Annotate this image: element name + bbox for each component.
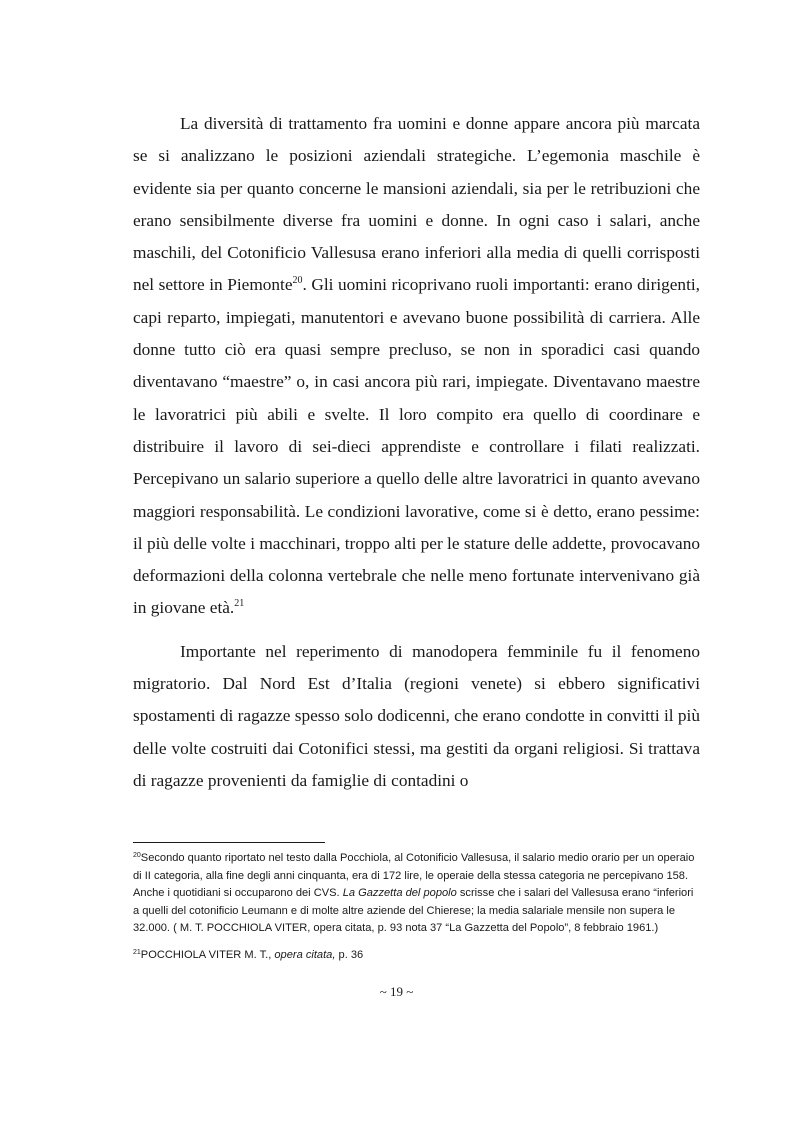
footnote-text: POCCHIOLA VITER M. T.,	[140, 948, 275, 961]
footnote-text: p. 36	[335, 948, 364, 961]
footnote	[133, 850, 700, 938]
paragraph-text: La diversità di trattamento fra uomini e donne appare ancora più marcata se si analizzano le posizioni aziendali strategiche. L’egemonia maschile è evidente sia per quanto concerne le mansioni aziendali, sia per le retribuzioni che erano sensibilmente diverse fra uomini e donne. In ogni caso i salari, anche maschili, del Cotonificio Vallesusa erano inferiori alla media di quelli corrisposti nel settore in Piemonte	[133, 114, 700, 295]
footnote-text: Secondo quanto riportato nel testo dalla Pocchiola, al Cotonificio Vallesusa, il salario medio orario per un operaio di II categoria, alla fine degli anni cinquanta, era di 172 lire, le operaie della stessa categoria ne percepivano 158. Anche i quotidiani si occuparono dei CVS.	[133, 852, 695, 899]
footnote-separator	[133, 842, 325, 843]
footnote-text: scrisse che i salari del Vallesusa erano “inferiori a quelli del cotonificio Leumann e di molte altre aziende del Chierese; la media salariale mensile non supera le 32.000. ( M. T. POCCHIOLA VITER, opera citata, p. 93 nota 37 “La Gazzetta del Popolo”, 8 febbraio 1961.)	[133, 887, 694, 934]
paragraph	[133, 108, 700, 625]
footnote-italic-title: opera citata,	[274, 948, 336, 961]
paragraph-text: . Gli uomini ricoprivano ruoli importanti: erano dirigenti, capi reparto, impiegati, manutentori e avevano buone possibilità di carriera. Alle donne tutto ciò era quasi sempre precluso, se non in sporadici casi quando diventavano “maestre” o, in casi ancora più rari, impiegate. Diventavano maestre le lavoratrici più abili e svelte. Il loro compito era quello di coordinare e distribuire il lavoro di sei-dieci apprendiste e controllare i filati realizzati. Percepivano un salario superiore a quello delle altre lavoratrici in quanto avevano maggiori responsabilità. Le condizioni lavorative, come si è detto, erano pessime: il più delle volte i macchinari, troppo alti per le stature delle addette, provocavano deformazioni della colonna vertebrale che nelle meno fortunate intervenivano già in giovane età.	[133, 275, 700, 618]
footnote-reference[interactable]: 20	[292, 275, 303, 287]
footnote	[133, 947, 700, 965]
paragraph: Importante nel reperimento di manodopera femminile fu il fenomeno migratorio. Dal Nord Est d’Italia (regioni venete) si ebbero significativi spostamenti di ragazze spesso solo dodicenni, che erano condotte in convitti il più delle volte costruiti dai Cotonifici stessi, ma gestiti da organi religiosi. Si trattava di ragazze provenienti da famiglie di contadini o	[133, 641, 700, 790]
page-number: ~ 19 ~	[379, 984, 414, 999]
footnote-italic-title: La Gazzetta del popolo	[342, 887, 457, 899]
footnote-number: 20	[133, 852, 141, 859]
footnote-reference[interactable]: 21	[234, 598, 245, 610]
footnotes	[133, 850, 700, 964]
page-body	[133, 108, 700, 797]
footnote-number: 21	[133, 948, 141, 956]
